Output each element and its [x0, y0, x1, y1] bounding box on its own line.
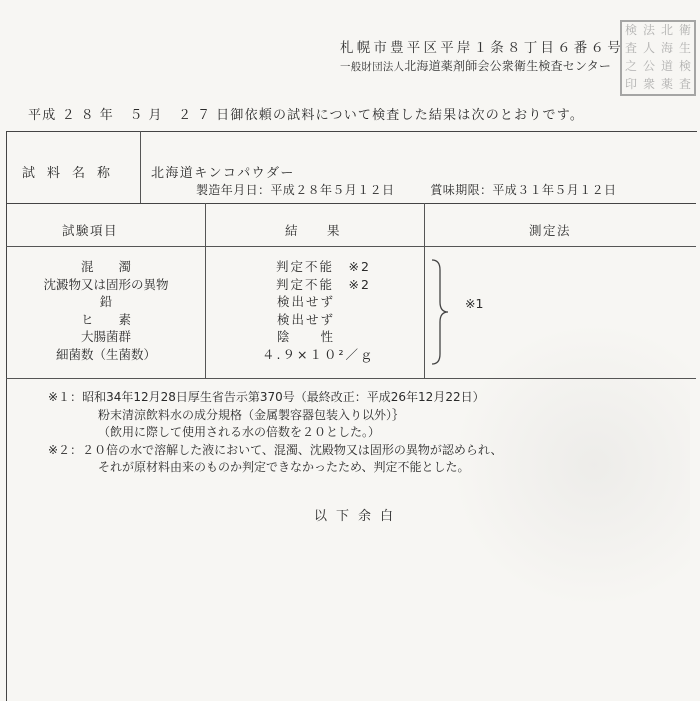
- header-method: 測定法: [529, 223, 572, 238]
- seal-glyph: 薬: [660, 77, 673, 91]
- note1-line2: 粉末清涼飲料水の成分規格（金属製容器包装入り以外）｝: [98, 407, 405, 422]
- note1-line1: 昭和34年12月28日厚生省告示第370号（最終改正：平成26年12月22日）: [82, 390, 485, 404]
- test-item: 混 濁: [80, 259, 131, 274]
- test-item: 鉛: [99, 294, 113, 309]
- result-value: 検出せず: [277, 311, 336, 327]
- seal-glyph: 人: [642, 41, 655, 55]
- official-seal-stamp: [620, 20, 696, 96]
- intro-era: 平成: [28, 108, 57, 123]
- note2-mark: ※２：: [48, 442, 83, 457]
- sample-name-label: 試料名称: [22, 166, 123, 181]
- note2-line1: ２０倍の水で溶解した液において、混濁、沈殿物又は固形の異物が認められ、: [82, 442, 503, 457]
- lab-address: 札幌市豊平区平岸１条８丁目６番６号: [340, 40, 624, 56]
- test-item: 沈澱物又は固形の異物: [43, 276, 169, 292]
- seal-glyph: 査: [678, 77, 691, 91]
- seal-glyph: 北: [660, 23, 673, 37]
- seal-glyph: 衛: [678, 23, 691, 37]
- intro-day: ２７: [178, 108, 217, 123]
- header-row-divider: [6, 246, 696, 247]
- seal-glyph: 検: [624, 23, 637, 37]
- intro-year: ２８: [61, 108, 100, 123]
- seal-glyph: 衆: [642, 77, 655, 91]
- best-before-date: 賞味期限：平成３１年５月１２日: [430, 183, 617, 197]
- column-divider-1: [205, 203, 206, 378]
- seal-glyph: 印: [624, 77, 637, 91]
- sample-name: 北海道キンコパウダー: [151, 166, 295, 181]
- org-name: 北海道薬剤師会公衆衛生検査センター: [404, 59, 612, 73]
- sample-row-divider: [140, 131, 141, 203]
- test-item: 大腸菌群: [80, 329, 131, 344]
- intro-rest: 日御依頼の試料について検査した結果は次のとおりです。: [216, 108, 585, 123]
- sample-dates: [196, 181, 616, 198]
- result-value: ４.９×１０²／ｇ: [262, 346, 375, 362]
- seal-glyph: 海: [660, 41, 673, 55]
- intro-month-unit: 月: [148, 108, 163, 123]
- seal-glyph: 検: [678, 59, 691, 73]
- note1-line3: （飲用に際して使用される水の倍数を２０とした。）: [98, 425, 381, 439]
- result-value: 判定不能 ※2: [276, 276, 371, 292]
- lab-organization: [340, 57, 611, 74]
- seal-glyph: 公: [642, 59, 655, 73]
- intro-sentence: [28, 104, 584, 123]
- seal-glyph: 道: [660, 59, 673, 73]
- test-item: 細菌数（生菌数）: [55, 346, 156, 362]
- header-result: 結 果: [285, 223, 342, 238]
- result-value: 判定不能 ※2: [276, 259, 371, 274]
- footnotes: [48, 389, 688, 477]
- result-value: 陰 性: [277, 329, 336, 344]
- right-brace: [430, 258, 452, 366]
- note1-mark: ※１：: [48, 390, 83, 404]
- closing-remark: 以下余白: [314, 509, 403, 524]
- note2-line2: それが原材料由来のものか判定できなかったため、判定不能とした。: [98, 460, 470, 474]
- result-value: 検出せず: [277, 294, 336, 309]
- header-test-item: 試験項目: [62, 223, 119, 238]
- column-divider-2: [424, 203, 425, 378]
- intro-month: ５: [129, 108, 149, 123]
- manufacture-date: 製造年月日：平成２８年５月１２日: [196, 183, 395, 197]
- result-list: [250, 258, 420, 363]
- test-item: ヒ 素: [80, 311, 131, 327]
- seal-glyph: 査: [624, 41, 637, 55]
- seal-glyph: 法: [642, 23, 655, 37]
- method-reference: ※1: [465, 296, 484, 311]
- intro-year-unit: 年: [99, 108, 114, 123]
- body-row-divider: [6, 378, 696, 379]
- seal-glyph: 生: [678, 41, 691, 55]
- test-item-list: [8, 258, 204, 363]
- org-prefix: 一般財団法人: [340, 61, 405, 73]
- seal-glyph: 之: [624, 59, 637, 73]
